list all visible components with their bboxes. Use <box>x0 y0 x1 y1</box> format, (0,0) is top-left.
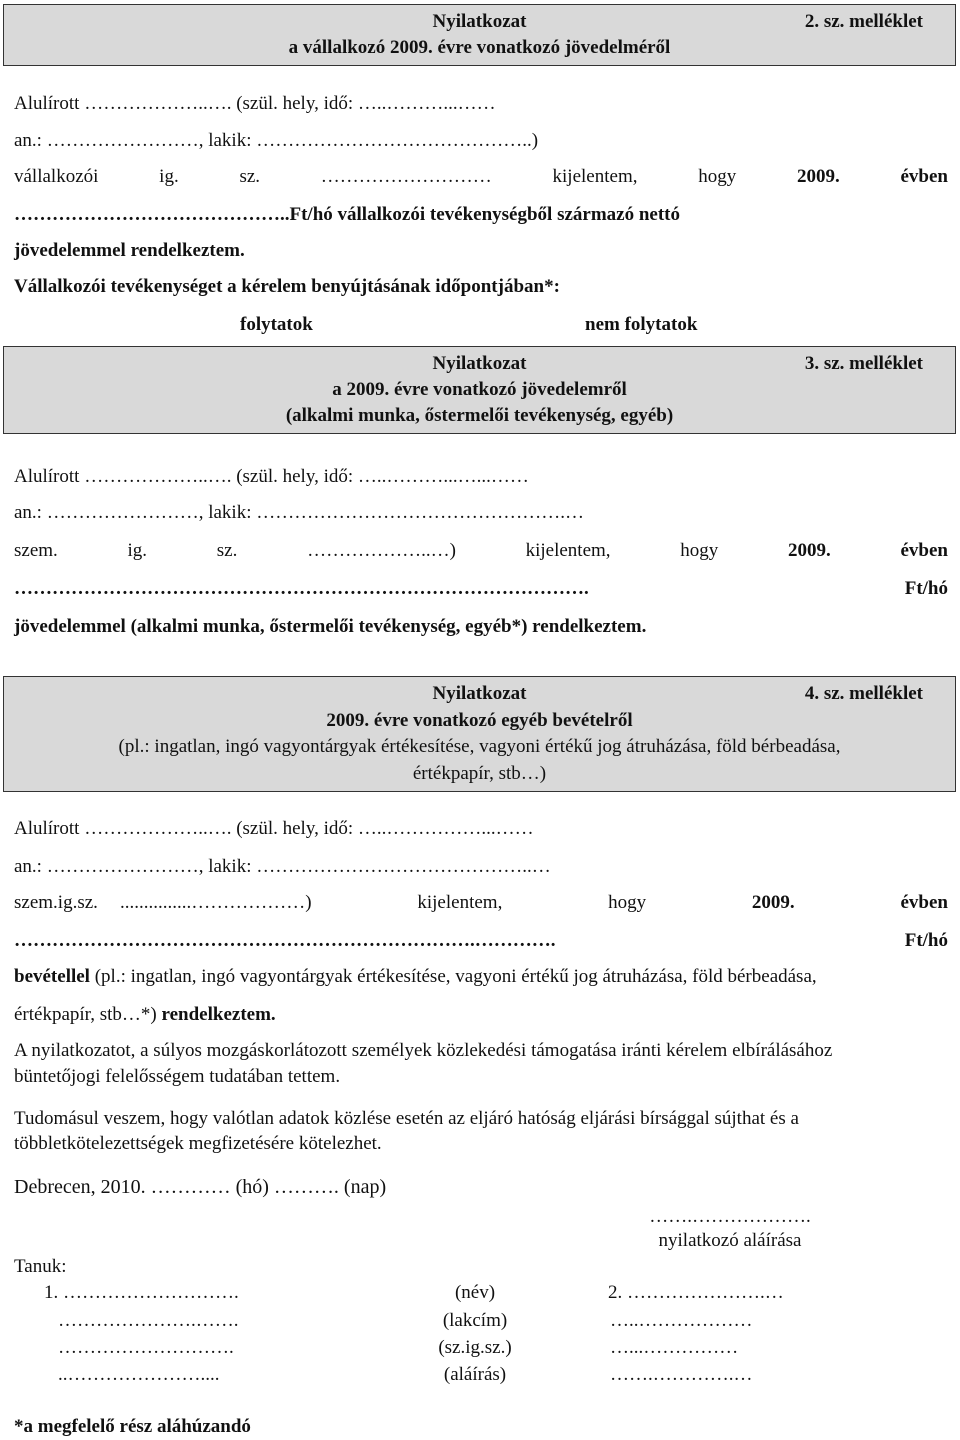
s3-line-address: an.: ……………………, lakik: ………………………………………….… <box>14 502 584 523</box>
s4-revenue-label: bevétellel <box>14 966 90 987</box>
s2-option-not-continue[interactable]: nem folytatok <box>585 314 698 335</box>
annex-3-subtitle-2: (alkalmi munka, őstermelői tevékenység, egyéb) <box>285 405 674 426</box>
s2-line-name: Alulírott ………………..…. (szül. hely, idő: …..………...…… <box>14 93 496 114</box>
s2-line-activity: Vállalkozói tevékenységet a kérelem benyújtásának időpontjában*: <box>14 276 560 297</box>
s2-w0: vállalkozói <box>14 166 99 187</box>
declaration-2-cont: többletkötelezettségek megfizetésére kötelezhet. <box>14 1133 382 1154</box>
annex-4-header <box>3 676 956 792</box>
s3-w2: sz. <box>216 540 238 561</box>
s3-w6: 2009. <box>788 540 831 561</box>
s2-option-continue[interactable]: folytatok <box>240 314 313 335</box>
s4-w4: 2009. <box>751 892 795 913</box>
annex-2-subtitle: a vállalkozó 2009. évre vonatkozó jövedelméről <box>288 37 671 58</box>
annex-4-number: 4. sz. melléklet <box>804 683 923 704</box>
s4-line-id-rest <box>120 892 948 914</box>
annex-3-number: 3. sz. melléklet <box>804 353 923 374</box>
s2-w6: 2009. <box>796 166 840 187</box>
witness-2-address[interactable]: …..……………… <box>610 1310 753 1331</box>
s4-w3: hogy <box>608 892 647 913</box>
s4-revenue-detail: (pl.: ingatlan, ingó vagyontárgyak értékesítése, vagyoni értékű jog átruházása, föld bérbeadása, <box>94 966 817 987</box>
annex-2-title: Nyilatkozat <box>432 11 527 32</box>
witness-label: Tanuk: <box>14 1256 67 1277</box>
annex-3-subtitle: a 2009. évre vonatkozó jövedelemről <box>332 379 627 400</box>
s4-line-name: Alulírott ………………..…. (szül. hely, idő: …..……………...…… <box>14 818 534 839</box>
s4-w5: évben <box>900 892 948 913</box>
witness-1-name[interactable]: 1. ………………………. <box>44 1282 239 1303</box>
s3-w7: évben <box>900 540 948 561</box>
s3-line-income-unit: Ft/hó <box>904 578 948 599</box>
s4-line-income-unit: Ft/hó <box>904 930 948 951</box>
s2-w5: hogy <box>698 166 737 187</box>
s4-line-revenue <box>14 966 817 988</box>
s3-line-id <box>14 540 948 562</box>
annex-4-subtitle-3: értékpapír, stb…) <box>412 763 547 784</box>
s3-line-income-end: jövedelemmel (alkalmi munka, őstermelői tevékenység, egyéb*) rendelkeztem. <box>14 616 647 637</box>
annex-4-subtitle-2: (pl.: ingatlan, ingó vagyontárgyak értékesítése, vagyoni értékű jog átruházása, föld bérbeadása, <box>118 736 841 757</box>
s4-w1: ...............………………) <box>120 892 312 913</box>
s3-line-income: ………………………………………………………………………………. <box>14 578 589 599</box>
annex-2-header <box>3 4 956 66</box>
s2-w2: sz. <box>239 166 261 187</box>
declaration-2: Tudomásul veszem, hogy valótlan adatok közlése esetén az eljáró hatóság eljárási bírsággal sújthat és a <box>14 1108 799 1129</box>
signature-dots: …….………………. <box>649 1206 811 1227</box>
witness-field-signature: (aláírás) <box>443 1364 507 1385</box>
witness-1-id[interactable]: ………………………. <box>58 1337 234 1358</box>
s3-w3: ………………..…) <box>307 540 456 561</box>
annex-3-title: Nyilatkozat <box>432 353 527 374</box>
signature-label: nyilatkozó aláírása <box>658 1230 802 1251</box>
s3-line-name: Alulírott ………………..…. (szül. hely, idő: …..………...…...…… <box>14 466 529 487</box>
witness-field-id: (sz.ig.sz.) <box>438 1337 512 1358</box>
witness-2-signature[interactable]: …….………….… <box>610 1364 753 1385</box>
witness-2-id[interactable]: …...…………… <box>610 1337 739 1358</box>
s2-line-id <box>14 166 948 188</box>
s4-revenue-end-detail: értékpapír, stb…*) <box>14 1004 157 1025</box>
annex-2-number: 2. sz. melléklet <box>804 11 923 32</box>
s2-line-address: an.: ……………………, lakik: ……………………………………..) <box>14 130 539 151</box>
s3-w4: kijelentem, <box>525 540 611 561</box>
s4-line-revenue-end <box>14 1004 276 1026</box>
s4-line-income: ……………………………………………………………….…………. <box>14 930 556 951</box>
s2-w3: ……………………… <box>320 166 492 187</box>
s4-line-address: an.: ……………………, lakik: ……………………………………..… <box>14 856 551 877</box>
s3-w5: hogy <box>680 540 719 561</box>
footnote: *a megfelelő rész aláhúzandó <box>14 1416 251 1437</box>
witness-2-name[interactable]: 2. ………………….… <box>608 1282 784 1303</box>
s2-w4: kijelentem, <box>552 166 638 187</box>
annex-3-header <box>3 346 956 434</box>
s2-w1: ig. <box>159 166 179 187</box>
witness-field-address: (lakcím) <box>442 1310 508 1331</box>
s2-w7: évben <box>900 166 948 187</box>
declaration-1-cont: büntetőjogi felelősségem tudatában tettem. <box>14 1066 341 1087</box>
s2-line-income: ……………………………………..Ft/hó vállalkozói tevékenységből származó nettó <box>14 204 681 225</box>
s4-line-id-start: szem.ig.sz. <box>14 892 98 913</box>
s3-w0: szem. <box>14 540 58 561</box>
s2-line-income-end: jövedelemmel rendelkeztem. <box>14 240 245 261</box>
witness-1-address[interactable]: ………………….……. <box>58 1310 239 1331</box>
date-line: Debrecen, 2010. ………… (hó) ………. (nap) <box>14 1176 387 1198</box>
s4-revenue-end-label: rendelkeztem. <box>161 1004 276 1025</box>
s4-w2: kijelentem, <box>417 892 503 913</box>
annex-4-title: Nyilatkozat <box>432 683 527 704</box>
witness-1-signature[interactable]: ..………………….... <box>58 1364 220 1385</box>
s3-w1: ig. <box>127 540 148 561</box>
witness-field-name: (név) <box>454 1282 496 1303</box>
declaration-1: A nyilatkozatot, a súlyos mozgáskorlátozott személyek közlekedési támogatása iránti kérelem elbírálásához <box>14 1040 833 1061</box>
annex-4-subtitle: 2009. évre vonatkozó egyéb bevételről <box>326 710 633 731</box>
